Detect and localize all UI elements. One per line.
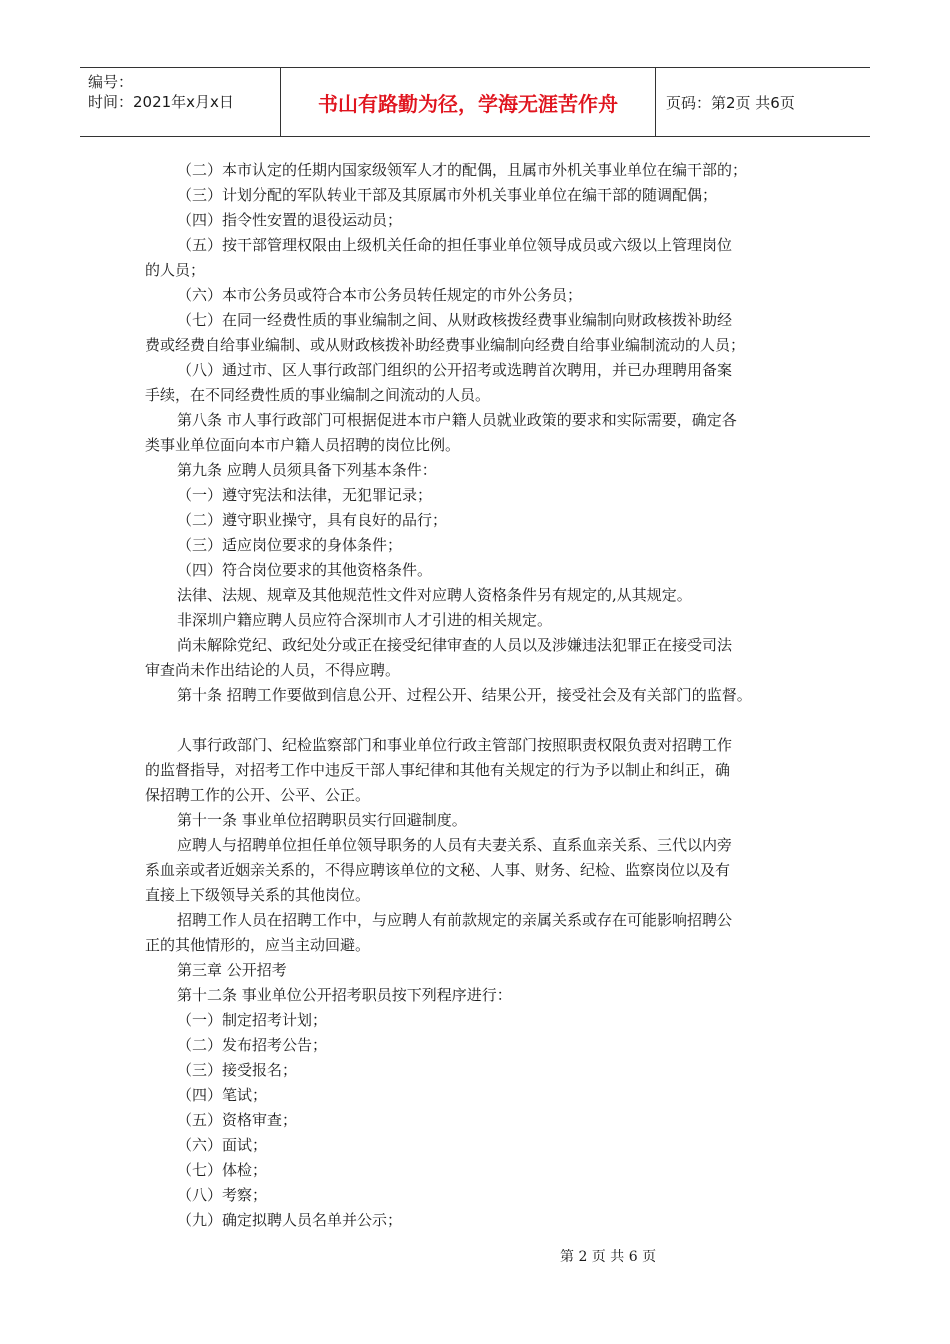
header-meta (80, 68, 281, 136)
header-page-label: 页码：第2页 共6页 (666, 93, 795, 112)
paragraph-line: （八）通过市、区人事行政部门组织的公开招考或选聘首次聘用，并已办理聘用备案 (177, 361, 733, 379)
chapter-heading: 第三章 公开招考 (177, 961, 287, 979)
list-item: （一）制定招考计划； (177, 1011, 328, 1029)
time-label: 时间：2021年x月x日 (88, 93, 234, 111)
article-heading: 第十一条 事业单位招聘职员实行回避制度。 (177, 811, 467, 829)
paragraph-line: 招聘工作人员在招聘工作中，与应聘人有前款规定的亲属关系或存在可能影响招聘公 (177, 911, 733, 929)
document-body (145, 158, 825, 1233)
list-item: （三）接受报名； (177, 1061, 298, 1079)
paragraph-line: 类事业单位面向本市户籍人员招聘的岗位比例。 (145, 436, 461, 454)
article-heading: 第九条 应聘人员须具备下列基本条件： (177, 461, 437, 479)
paragraph-line: （三）计划分配的军队转业干部及其原属市外机关事业单位在编干部的随调配偶； (177, 186, 718, 204)
paragraph-line: 直接上下级领导关系的其他岗位。 (145, 886, 371, 904)
document-header (80, 67, 870, 137)
paragraph-line: 非深圳户籍应聘人员应符合深圳市人才引进的相关规定。 (177, 611, 553, 629)
paragraph-line: （六）本市公务员或符合本市公务员转任规定的市外公务员； (177, 286, 583, 304)
paragraph-line: 的监督指导，对招考工作中违反干部人事纪律和其他有关规定的行为予以制止和纠正，确 (145, 761, 731, 779)
article-heading: 第十二条 事业单位公开招考职员按下列程序进行： (177, 986, 512, 1004)
list-item: （四）笔试； (177, 1086, 268, 1104)
paragraph-line: （二）遵守职业操守，具有良好的品行； (177, 511, 448, 529)
article-heading: 第十条 招聘工作要做到信息公开、过程公开、结果公开，接受社会及有关部门的监督。 (177, 686, 752, 704)
header-motto: 书山有路勤为径，学海无涯苦作舟 (281, 68, 656, 136)
paragraph-line: 正的其他情形的，应当主动回避。 (145, 936, 371, 954)
paragraph-line: 系血亲或者近姻亲关系的，不得应聘该单位的文秘、人事、财务、纪检、监察岗位以及有 (145, 861, 731, 879)
paragraph-line: （三）适应岗位要求的身体条件； (177, 536, 403, 554)
paragraph-line: （七）在同一经费性质的事业编制之间、从财政核拨经费事业编制向财政核拨补助经 (177, 311, 733, 329)
paragraph-line: 人事行政部门、纪检监察部门和事业单位行政主管部门按照职责权限负责对招聘工作 (177, 736, 733, 754)
list-item: （六）面试； (177, 1136, 268, 1154)
paragraph-line: 尚未解除党纪、政纪处分或正在接受纪律审查的人员以及涉嫌违法犯罪正在接受司法 (177, 636, 733, 654)
list-item: （五）资格审查； (177, 1111, 298, 1129)
paragraph-line: （四）符合岗位要求的其他资格条件。 (177, 561, 433, 579)
paragraph-line: 法律、法规、规章及其他规范性文件对应聘人资格条件另有规定的,从其规定。 (177, 586, 692, 604)
footer-page-number: 第 2 页 共 6 页 (560, 1249, 657, 1265)
list-item: （二）发布招考公告； (177, 1036, 328, 1054)
serial-label: 编号： (88, 73, 134, 91)
paragraph-line: 手续，在不同经费性质的事业编制之间流动的人员。 (145, 386, 491, 404)
article-heading: 第八条 市人事行政部门可根据促进本市户籍人员就业政策的要求和实际需要，确定各 (177, 411, 737, 429)
paragraph-line: （五）按干部管理权限由上级机关任命的担任事业单位领导成员或六级以上管理岗位 (177, 236, 733, 254)
list-item: （九）确定拟聘人员名单并公示； (177, 1211, 403, 1229)
paragraph-line: 费或经费自给事业编制、或从财政核拨补助经费事业编制向经费自给事业编制流动的人员； (145, 336, 746, 354)
paragraph-line: 应聘人与招聘单位担任单位领导职务的人员有夫妻关系、直系血亲关系、三代以内旁 (177, 836, 733, 854)
paragraph-line: 保招聘工作的公开、公平、公正。 (145, 786, 371, 804)
list-item: （八）考察； (177, 1186, 268, 1204)
list-item: （七）体检； (177, 1161, 268, 1179)
paragraph-line: （一）遵守宪法和法律，无犯罪记录； (177, 486, 433, 504)
paragraph-line: 审查尚未作出结论的人员，不得应聘。 (145, 661, 401, 679)
paragraph-line: （二）本市认定的任期内国家级领军人才的配偶，且属市外机关事业单位在编干部的； (177, 161, 748, 179)
paragraph-line: 的人员； (145, 261, 206, 279)
paragraph-line: （四）指令性安置的退役运动员； (177, 211, 403, 229)
